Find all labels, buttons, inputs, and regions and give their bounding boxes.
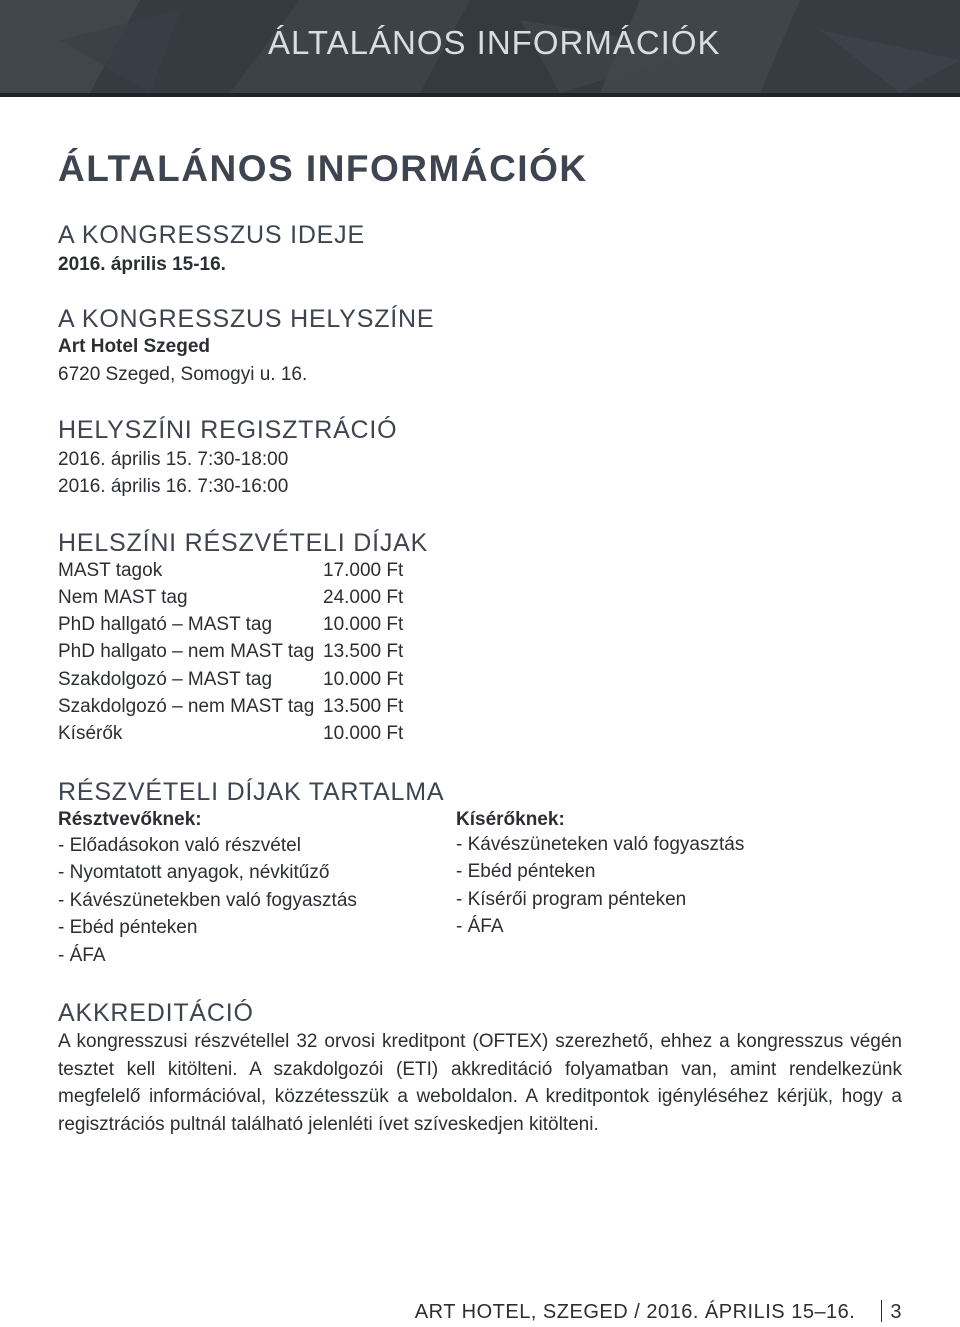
page-number: 3 [890,1301,902,1323]
header-divider [0,93,960,97]
fee-name: Nem MAST tag [58,587,188,608]
fee-name: Kísérők [58,723,123,744]
fee-amount: 10.000 Ft [323,614,404,635]
section-heading-dijak: HELSZÍNI RÉSZVÉTELI DÍJAK [58,529,429,557]
section-heading-helyszin: A KONGRESSZUS HELYSZÍNE [58,305,435,333]
list-item: - Kísérői program pénteken [456,889,687,910]
companions-title: Kísérőknek: [456,809,565,830]
list-item: - Nyomtatott anyagok, névkitűző [58,862,330,883]
list-item: - Ebéd pénteken [456,861,596,882]
fee-amount: 13.500 Ft [323,696,404,717]
page-title: ÁLTALÁNOS INFORMÁCIÓK [58,148,588,189]
fee-amount: 17.000 Ft [323,560,404,581]
section-heading-regisztracio: HELYSZÍNI REGISZTRÁCIÓ [58,416,398,444]
registration-line: 2016. április 16. 7:30-16:00 [58,476,289,497]
fee-name: Szakdolgozó – MAST tag [58,669,273,690]
venue-name: Art Hotel Szeged [58,336,211,357]
fee-amount: 24.000 Ft [323,587,404,608]
page-header-banner [0,0,960,93]
list-item: - Előadásokon való részvétel [58,835,301,856]
registration-line: 2016. április 15. 7:30-18:00 [58,449,289,470]
fee-amount: 10.000 Ft [323,669,404,690]
fee-amount: 10.000 Ft [323,723,404,744]
list-item: - ÁFA [456,916,504,937]
section-heading-ideje: A KONGRESSZUS IDEJE [58,221,365,249]
participants-title: Résztvevőknek: [58,809,202,830]
list-item: - ÁFA [58,945,106,966]
footer-separator [881,1300,882,1322]
section-heading-tartalma: RÉSZVÉTELI DÍJAK TARTALMA [58,778,445,806]
fee-name: PhD hallgató – MAST tag [58,614,273,635]
fee-name: MAST tagok [58,560,163,581]
venue-address: 6720 Szeged, Somogyi u. 16. [58,364,308,385]
list-item: - Kávészünetekben való fogyasztás [58,890,357,911]
header-title: ÁLTALÁNOS INFORMÁCIÓK [268,24,721,61]
fee-name: Szakdolgozó – nem MAST tag [58,696,315,717]
fee-amount: 13.500 Ft [323,641,404,662]
section-heading-akkreditacio: AKKREDITÁCIÓ [58,999,254,1027]
footer-text: ART HOTEL, SZEGED / 2016. ÁPRILIS 15–16. [414,1301,856,1323]
congress-date: 2016. április 15-16. [58,254,226,275]
list-item: - Kávészüneteken való fogyasztás [456,834,745,855]
list-item: - Ebéd pénteken [58,917,198,938]
accreditation-text: A kongresszusi részvétellel 32 orvosi kreditpont (OFTEX) szerezhető, ehhez a kongresszus végén tesztet kell kitölteni. A szakdolgozói (ETI) akkreditáció folyamatban van, amint rendelkezünk megfelelő információval, közzétesszük a weboldalon. A kreditpontok igényléséhez kérjük, hogy a regisztrációs pultnál található jelenléti ívet szíveskedjen kitölteni. [58,1031,902,1135]
page-footer [415,1300,902,1324]
fee-name: PhD hallgato – nem MAST tag [58,641,315,662]
